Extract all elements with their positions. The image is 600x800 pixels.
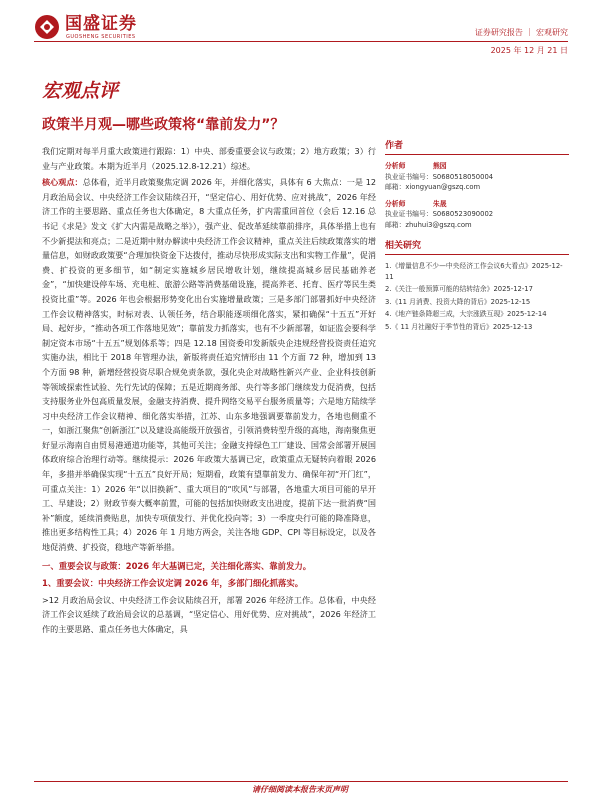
analyst-1-cert: S0680518050004	[432, 172, 494, 181]
analyst-1-email[interactable]: xiongyuan@gszq.com	[405, 183, 481, 191]
report-type: 证券研究报告 ｜ 宏观研究	[474, 28, 568, 37]
related-research-list	[385, 261, 569, 332]
tail-paragraph: >12 月政治局会议、中央经济工作会议陆续召开，部署 2026 年经济工作。总体看，中央经济工作会议延续了政治局会议的总基调，“坚定信心、用好优势、应对挑战”，2026 年经济工作的主要思路、重点任务也大体确定，具	[42, 594, 376, 634]
logo-mark-icon	[34, 14, 60, 40]
analyst-2-email[interactable]: zhuhui3@gszq.com	[405, 220, 472, 229]
core-text: 总体看，近半月政策聚焦定调 2026 年，并细化落实，具体有 6 大焦点：一是 12 月政治局会议、中央经济工作会议陆续召开，“坚定信心、用好优势、应对挑战”，2026 年经济工作的主要思路、重点任务也大体确定，8 大重点任务，扩内需重回首位（会后 12.16 总书记《求是》发文《扩大内需是战略之举》），强产业、促改革延续靠前排序，具体举措上也有不少新提法和亮点；二是近期中财办解读中央经济工作会议精神，重点关注后续政策落实的增量信息，如财政政策要“合理加快资金下达拨付，推动尽快形成实际支出和实物工作量”，促消费、扩投资的更多细节，如“制定实施城乡居民增收计划，继续提高城乡居民基础养老金”，“加快建设停车场、充电桩、旅游公路等消费基础设施，提高养老、托育、医疗等民生类投资比重”等。2026 年也会根据形势变化出台实施增量政策；三是多部门部署抓好中央经济工作会议精神落实，时标对表、认领任务，结合职能逐项细化落实，紧扣确保“十五五”开好局、起好步，“推动各项工作落地见效”；靠前发力抓落实，也有不少新部署，如证监会要科学制定资本市场“十五五”规划体系等；四是 12.18 国资委印发新版央企违规经营投资责任追究实施办法，相比于 2018 年管理办法，新版将责任追究情形由 11 个方面 72 种，增加到 13 个方面 98 种，新增经营投资尽职合规免责条款，强化央企对战略性新兴产业、企业科技创新等领域探索性试验、先行先试的保障；五是近期商务部、央行等多部门继续发力促消费，包括支持服务业外包高质量发展，金融支持消费、提升网络交易平台服务质量等；六是地方陆续学习中央经济工作会议精神、细化落实举措，江苏、山东多地强调要靠前发力，各地也侧重不一，如浙江聚焦“创新浙江”以及建设高能级开放强省，引领消费转型升级的高地，海南聚焦更好显示海南自由贸易港通道功能等，其他可关注；金融支持绿色工厂建设、国常会部署开展国体政府综合治理行动等。继续提示：2026 年政策大基调已定，政策重点无疑转向着眼 2026 年，多措并举确保实现“十五五”良好开局；短期看，政策有望靠前发力、确保年初“开门红”，可重点关注：1）2026 年“以旧换新”、重大项目的“吹风”与部署，各地重大项目可能的早开工、早建设；2）财政节奏大概率前置，可能的包括加快财政支出进度，提前下达一批消费“国补”额度，延续消费贴息，加快专项债发行、并优化投向等；3）一季度央行可能的降准降息，推出更多结构性工具；4）2026 年 1 月地方两会，关注各地 GDP、CPI 等目标设定，以及各地促消费、扩投资，稳地产等新举措。	[42, 177, 376, 553]
main-title: 政策半月观—哪些政策将“靠前发力”？	[42, 117, 285, 133]
analyst-2: 分析师 朱晟	[385, 199, 447, 208]
related-item[interactable]: 3.《11 月消费、投资大降的背后》2025-12-15	[385, 297, 531, 306]
brand-cn: 国盛证券	[65, 14, 137, 34]
analyst-2-cert: S0680523090002	[432, 210, 494, 218]
related-item[interactable]: 5.《 11 月社融好于季节性的背后》2025-12-13	[385, 322, 533, 331]
core-lead: 核心观点：	[42, 177, 83, 188]
footer-disclaimer: 请仔细阅读本报告末页声明	[252, 785, 348, 794]
page-header	[0, 0, 600, 46]
authors-heading: 作者	[385, 138, 569, 155]
related-research-heading: 相关研究	[385, 238, 569, 255]
brand-en: GUOSHENG SECURITIES	[66, 34, 136, 40]
related-item[interactable]: 2.《关注一般预算可能的结转结余》2025-12-17	[385, 285, 533, 293]
subsection-heading-1: 1、重要会议：中央经济工作会议定调 2026 年，多部门细化抓落实。	[42, 577, 304, 588]
analyst-1: 分析师 熊园	[385, 162, 447, 170]
footer-divider	[34, 781, 568, 782]
core-paragraph	[42, 175, 376, 554]
related-item[interactable]: 1.《增量信息不少—中央经济工作会议6大看点》2025-12-11	[385, 262, 563, 281]
sidebar	[385, 138, 569, 332]
main-body	[42, 144, 376, 636]
company-logo	[34, 14, 174, 44]
authors-list: 分析师 熊园 执业证书编号：S0680518050004 邮箱：xiongyuan@gszq.com 分析师 朱晟 执业证书编号：S0680523090002 邮箱：zhuhui3@gszq.com	[385, 161, 569, 230]
report-date: 2025 年 12 月 21 日	[490, 46, 568, 55]
related-item[interactable]: 4.《地产链条降超三成，大宗涨跌互现》2025-12-14	[385, 310, 547, 318]
section-heading-1: 一、重要会议与政策：2026 年大基调已定，关注细化落实、靠前发力。	[42, 560, 312, 571]
section-title: 宏观点评	[42, 80, 119, 102]
intro-paragraph: 我们定期对每半月重大政策进行跟踪：1）中央、部委重要会议与政策；2）地方政策；3）行业与产业政策。本期为近半月（2025.12.8-12.21）综述。	[42, 146, 376, 171]
header-divider	[34, 41, 568, 42]
